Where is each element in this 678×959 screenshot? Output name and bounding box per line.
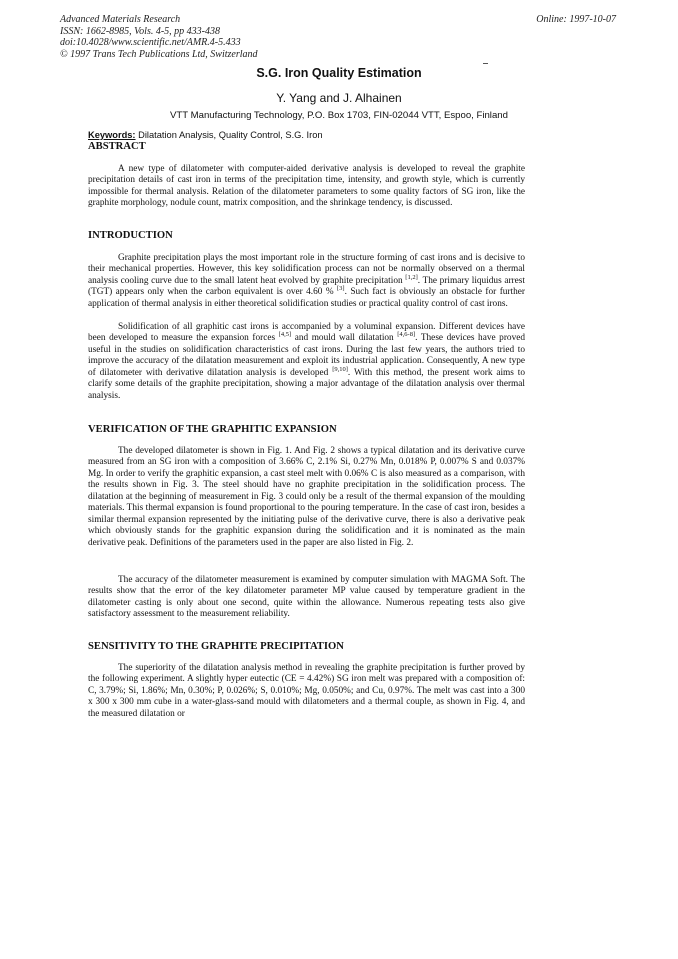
verification-paragraph-2: The accuracy of the dilatometer measurement is examined by computer simulation with MAGMA Soft. The results show that the error of the key dilatometer parameter MP value caused by temperature gradient in the dilatometer casting is only about one second, quite within the allowance. Numerous repeating tests also give satisfactory assessment to the measurement reliability. bbox=[88, 575, 525, 620]
keywords-line bbox=[88, 130, 323, 140]
sensitivity-heading: SENSITIVITY TO THE GRAPHITE PRECIPITATION bbox=[88, 641, 344, 652]
intro-p2-b: and mould wall dilatation bbox=[291, 333, 398, 344]
stray-mark bbox=[483, 63, 488, 64]
journal-doi[interactable]: doi:10.4028/www.scientific.net/AMR.4-5.433 bbox=[60, 37, 241, 49]
citation-ref: [4,5] bbox=[278, 331, 292, 339]
citation-ref: [1,2] bbox=[405, 273, 418, 281]
citation-ref: [9,10] bbox=[332, 365, 348, 373]
paper-affiliation: VTT Manufacturing Technology, P.O. Box 1703, FIN-02044 VTT, Espoo, Finland bbox=[170, 110, 508, 121]
verification-heading: VERIFICATION OF THE GRAPHITIC EXPANSION bbox=[88, 424, 337, 435]
verification-paragraph-1: The developed dilatometer is shown in Fig. 1. And Fig. 2 shows a typical dilatation and its derivative curve measured from an SG iron with a composition of 3.66% C, 2.1% Si, 0.27% Mn, 0.018% P, 0.007% S and 0.037% Mg. In order to verify the graphitic expansion, a cast steel melt with 0.06% C is also measured as a comparison, with the results shown in Fig. 3. The steel should have no graphite precipitation in the solidification process. The dilatation at the beginning of measurement in Fig. 3 could only be a result of the thermal expansion of the moulding materials. This thermal expansion is found proportional to the pouring temperature. In the case of cast iron, besides a similar thermal expansion represented by the initiating pulse of the derivative curve, there is also a derivative peak which obviously stands for the graphitic expansion during the solidification and it is nominated as the main derivative peak. Definitions of the parameters used in the paper are also listed in Fig. 2. bbox=[88, 446, 525, 548]
paper-title: S.G. Iron Quality Estimation bbox=[256, 66, 422, 80]
abstract-heading: ABSTRACT bbox=[88, 141, 146, 152]
intro-p1-a: Graphite precipitation plays the most important role in the structure forming of cast irons and is decisive to their mechanical properties. However, this key solidification process can not be normally observed on a thermal analysis cooling curve due to the small latent heat evolved by graphite precipitation bbox=[88, 253, 525, 286]
online-date: Online: 1997-10-07 bbox=[536, 14, 616, 25]
introduction-heading: INTRODUCTION bbox=[88, 230, 173, 241]
introduction-paragraph-1 bbox=[88, 253, 525, 310]
keywords-label: Keywords: bbox=[88, 130, 136, 140]
keywords-text: Dilatation Analysis, Quality Control, S.G. Iron bbox=[135, 130, 323, 140]
citation-ref: [4,6-8] bbox=[397, 331, 416, 339]
journal-copyright: © 1997 Trans Tech Publications Ltd, Switzerland bbox=[60, 48, 258, 60]
abstract-text: A new type of dilatometer with computer-aided derivative analysis is developed to reveal the graphite precipitation details of cast iron in terms of the precipitation time, intensity, and growth style, which is currently impossible for thermal analysis. Relation of the dilatometer parameters to some quality factors of SG iron, like the graphite morphology, nodule count, matrix composition, and the shrinkage tendency, is discussed. bbox=[88, 164, 525, 209]
intro-p2-d: . With this method, the present work aims to clarify some details of the graphite precipitation, showing a major advantage of the dilatation analysis over thermal analysis. bbox=[88, 367, 525, 401]
citation-ref: [3] bbox=[336, 285, 345, 293]
journal-header bbox=[60, 14, 258, 60]
journal-issn: ISSN: 1662-8985, Vols. 4-5, pp 433-438 bbox=[60, 25, 220, 37]
sensitivity-paragraph-1: The superiority of the dilatation analysis method in revealing the graphite precipitation is further proved by the following experiment. A slightly hyper eutectic (CE = 4.42%) SG iron melt was prepared with a composition of: C, 3.79%; Si, 1.86%; Mn, 0.30%; P, 0.026%; S, 0.010%; Mg, 0.050%; and Cu, 0.97%. The melt was cast into a 300 x 300 x 300 mm cube in a water-glass-sand mould with dilatometers and a thermal couple, as shown in Fig. 4, and the measured dilatation or bbox=[88, 663, 525, 719]
intro-p1-b: . The primary liquidus arrest (TGT) appears only when the carbon equivalent is over 4.60 % bbox=[88, 275, 525, 298]
introduction-paragraph-2 bbox=[88, 322, 525, 402]
paper-authors: Y. Yang and J. Alhainen bbox=[276, 91, 402, 105]
intro-p2-c: . These devices have proved useful in the studies on solidification characteristics of cast irons. During the last few years, the authors tried to improve the accuracy of the dilatation measurement and exploit its industrial application. Consequently, A new type of dilatometer with derivative dilatation analysis is developed bbox=[88, 333, 525, 378]
intro-p2-a: Solidification of all graphitic cast irons is accompanied by a voluminal expansion. Different devices have been developed to measure the expansion forces bbox=[88, 322, 525, 344]
journal-name: Advanced Materials Research bbox=[60, 14, 181, 25]
intro-p1-c: . Such fact is obviously an obstacle for further application of thermal analysis in either theoretical solidification studies or practical quality control of cast irons. bbox=[88, 287, 525, 309]
